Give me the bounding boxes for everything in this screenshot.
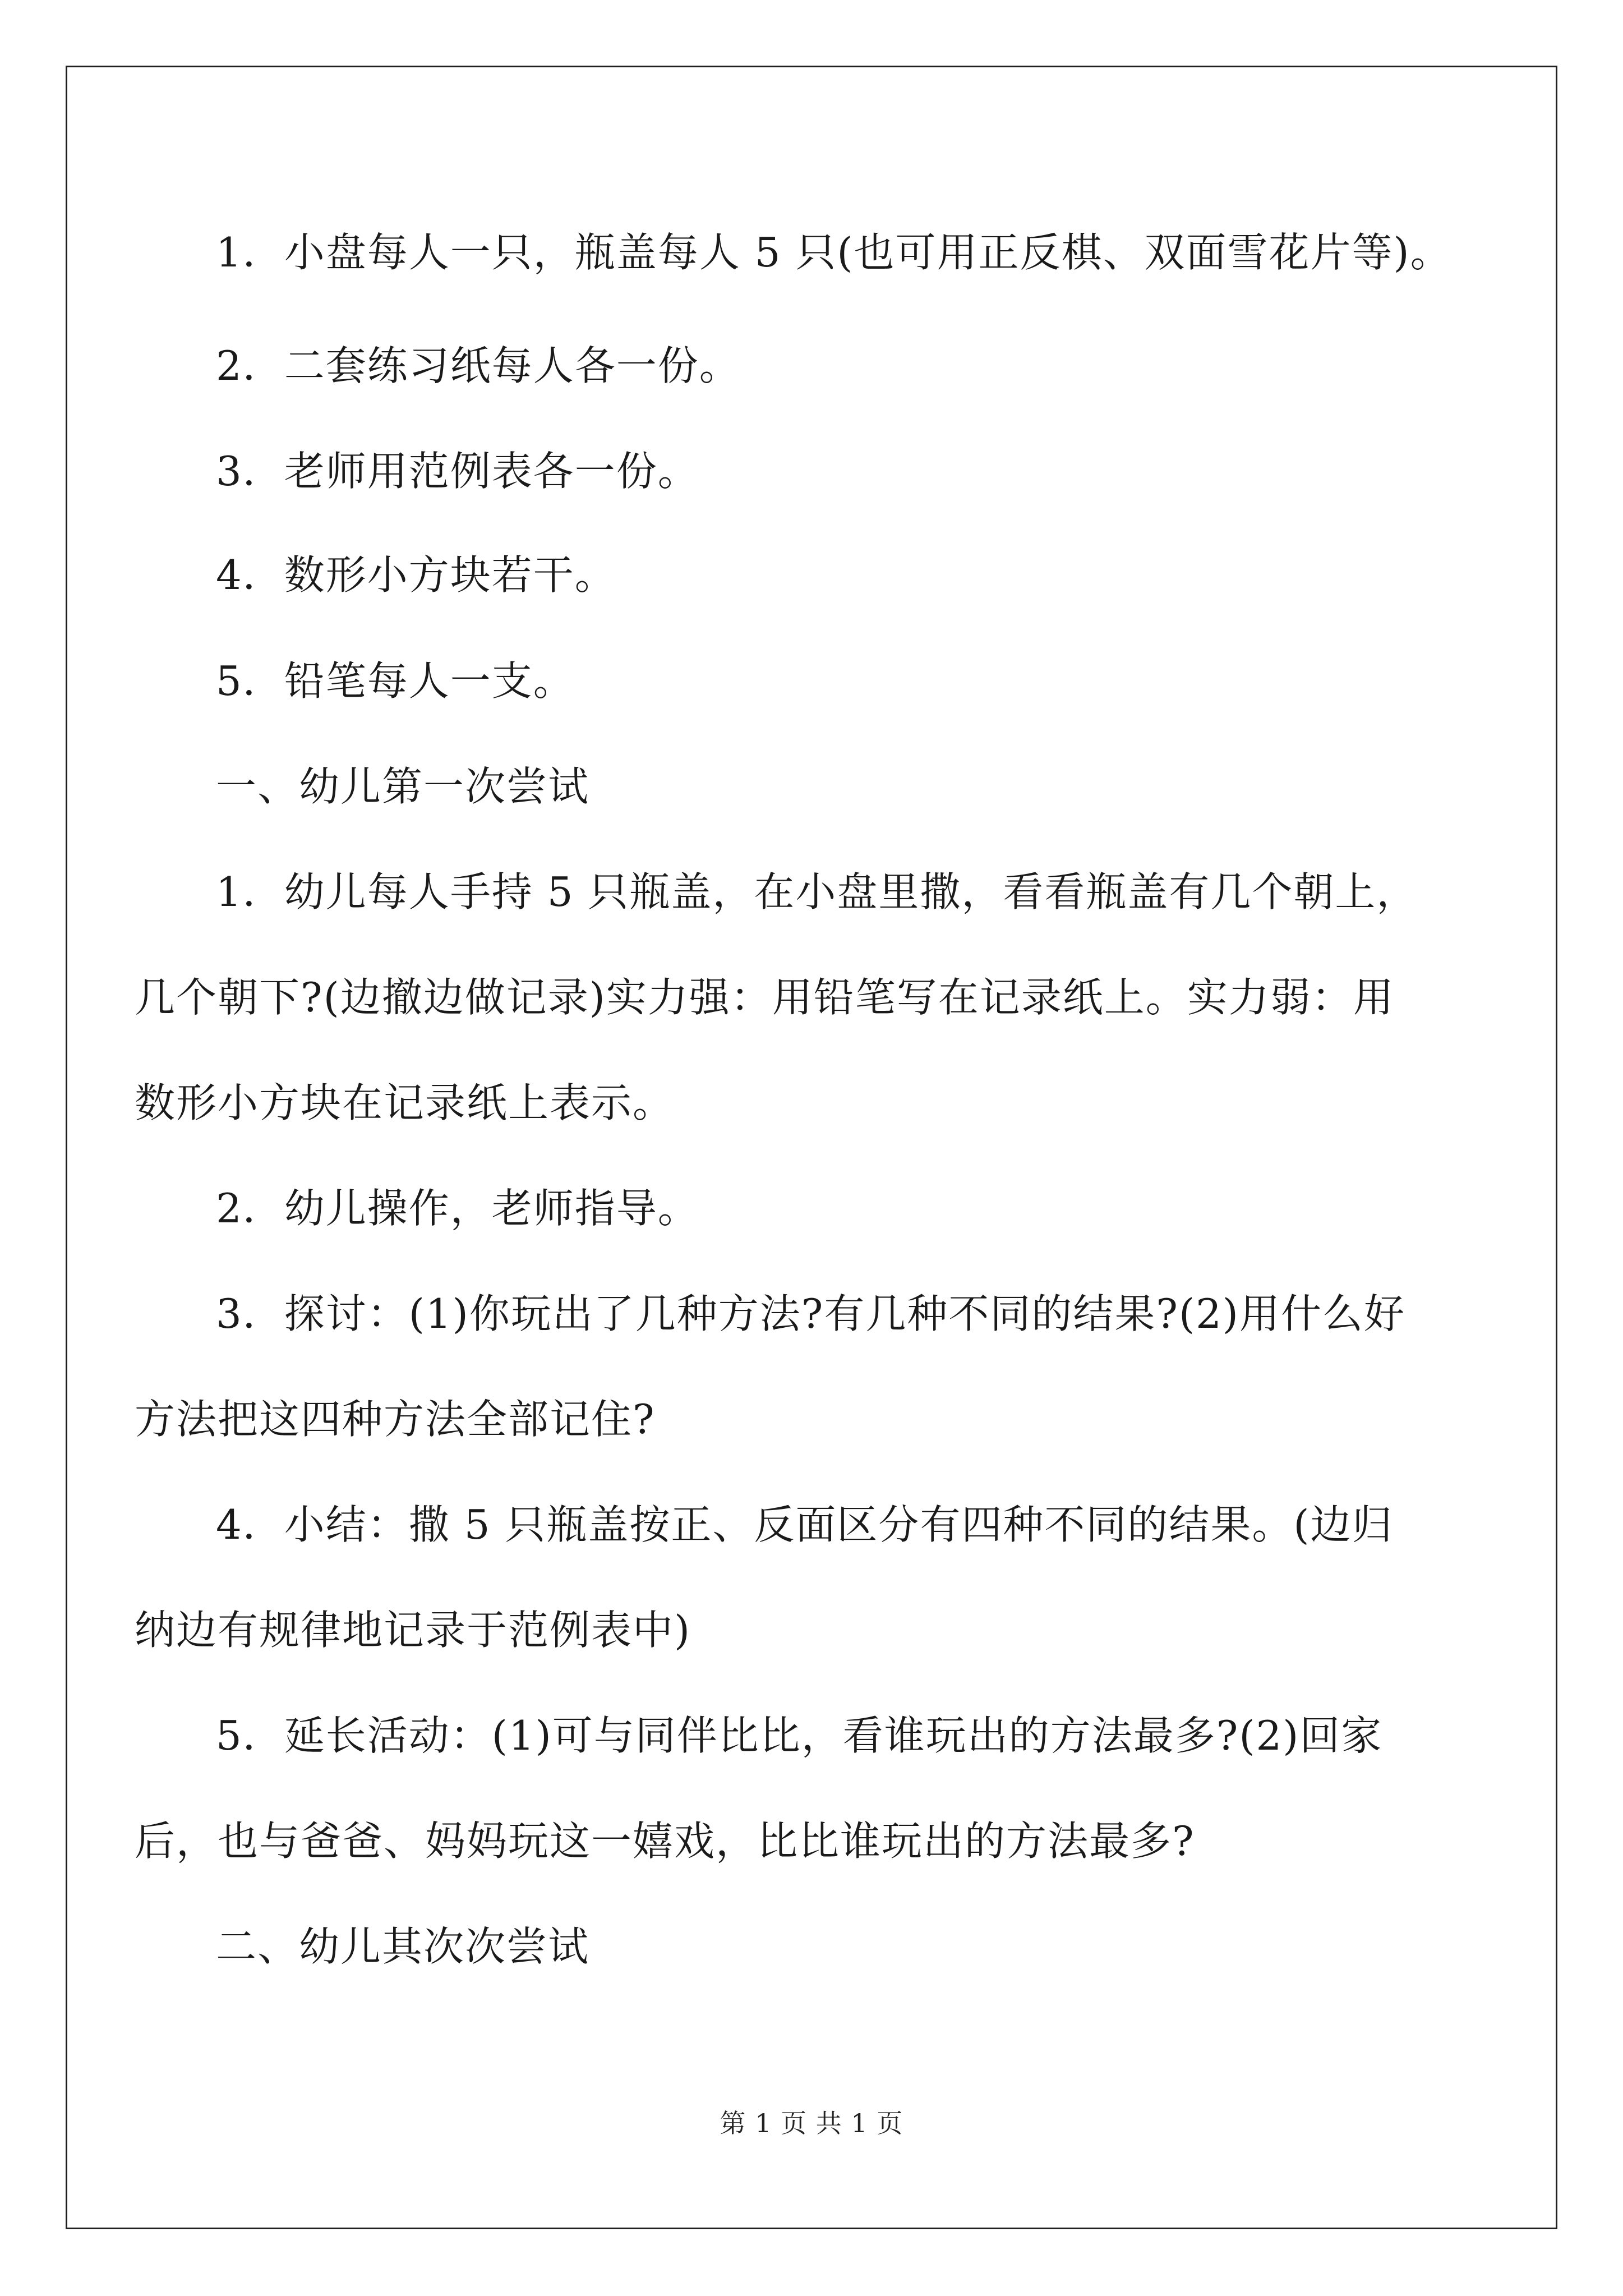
paragraph-line: 数形小方块在记录纸上表示。 <box>135 1079 675 1126</box>
list-item-material-1: 1．小盘每人一只，瓶盖每人 5 只(也可用正反棋、双面雪花片等)。 <box>216 229 1452 276</box>
paragraph-line: 方法把这四种方法全部记住? <box>135 1396 656 1443</box>
paragraph-line: 4．小结：撒 5 只瓶盖按正、反面区分有四种不同的结果。(边归 <box>216 1501 1394 1548</box>
paragraph-line: 1．幼儿每人手持 5 只瓶盖，在小盘里撒，看看瓶盖有几个朝上， <box>216 868 1418 915</box>
paragraph-line: 后，也与爸爸、妈妈玩这一嬉戏，比比谁玩出的方法最多? <box>135 1818 1195 1865</box>
paragraph-line: 3．探讨：(1)你玩出了几种方法?有几种不同的结果?(2)用什么好 <box>216 1290 1405 1337</box>
paragraph-line: 纳边有规律地记录于范例表中) <box>135 1607 691 1654</box>
paragraph-line: 几个朝下?(边撤边做记录)实力强：用铅笔写在记录纸上。实力弱：用 <box>135 974 1395 1021</box>
section-heading-1: 一、幼儿第一次尝试 <box>216 763 590 810</box>
list-item-material-5: 5．铅笔每人一支。 <box>216 657 575 705</box>
list-item-material-2: 2．二套练习纸每人各一份。 <box>216 342 741 389</box>
list-item-material-4: 4．数形小方块若干。 <box>216 551 616 599</box>
page-number-footer: 第 1 页 共 1 页 <box>720 2108 903 2138</box>
section-heading-2: 二、幼儿其次次尝试 <box>216 1923 590 1970</box>
list-item-material-3: 3．老师用范例表各一份。 <box>216 448 699 495</box>
paragraph-line: 2．幼儿操作，老师指导。 <box>216 1185 699 1232</box>
paragraph-line: 5．延长活动：(1)可与同伴比比，看谁玩出的方法最多?(2)回家 <box>216 1712 1383 1759</box>
